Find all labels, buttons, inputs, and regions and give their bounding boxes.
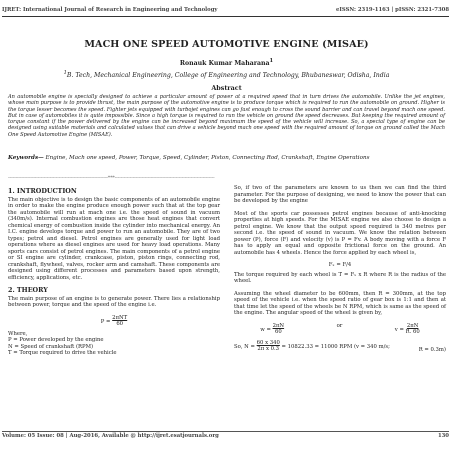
velocity-equation — [395, 323, 420, 336]
affiliation — [0, 70, 453, 79]
affiliation-sup: 1 — [63, 70, 67, 76]
where-label: Where, — [8, 330, 28, 337]
author-text: Ronauk Kumar Maharana — [179, 60, 270, 68]
omega-denominator: 60 — [274, 329, 282, 335]
header-rule — [2, 16, 449, 17]
paragraph-wheel: Assuming the wheel diameter to be 600mm, then R = 300mm, at the top speed of the vehicle i.e. when the speed ratio of gear box is 1:1 and then at that time let the speed of the wheels be N RPM, which is same as the speed of the engine. The angular speed of the wheel is given by, — [234, 290, 446, 316]
paragraph-parameters: So, if two of the parameters are known to us then we can find the third parameter. For the purpose of designing, we need to know the power that can be developed by the engine — [234, 185, 446, 204]
theory-paragraph: The main purpose of an engine is to generate power. There lies a relationship between power, torque and the speed of the engine i.e. — [8, 295, 220, 308]
omega-numerator: 2πN — [272, 322, 285, 329]
rpm-radius-note: R = 0.3m) — [418, 346, 446, 353]
power-eq-numerator: 2πNT — [112, 314, 128, 321]
velocity-numerator: 2πN — [406, 322, 419, 329]
abstract-text: An automobile engine is specially designed to achieve a particular amount of power at a required speed that in turn drives the automobile. Unlike the jet engines, whose main purpose is to provide thrust, the main purpose of the automotive engine is to produce torque which is required to run the automobile on ground. Higher is the torque lesser becomes the speed. Fighter jets equipped with turbojet engines can go fast enough to cross the sound barrier and can travel beyond mach one speed. But in case of automobiles it is quite impossible. Since a high torque is required to run the vehicle on ground the speed decreases. But keeping the required amount of torque constant if the power delivered by the engine can be increased beyond maximum the speed of the vehicle will increase. So, a special type of engine can be designed using suitable materials and calculated values that can drive a vehicle beyond mach one speed with the required amount of torque on ground called the Mach One Speed Automotive Engine (MISAE). — [8, 94, 445, 138]
definition-torque: T = Torque required to drive the vehicle — [8, 350, 117, 356]
footer-rule — [2, 431, 449, 432]
force-equation: Fₓ = F/4 — [328, 262, 352, 268]
author-sup: 1 — [269, 58, 274, 64]
paragraph-petrol-engine: Most of the sports car possesses petrol engines because of anti-knocking properties at high speeds. For the MISAE engine we also choose to design a petrol engine. We know that the output speed required is 340 metres per second i.e. the speed of sound in vacuum. We know the relation between power (P), force (F) and velocity (v) is P = Fv. A body moving with a force F has to apply an equal and opposite frictional force on the ground. An automobile has 4 wheels. Hence the force applied by each wheel is, — [234, 210, 446, 256]
right-column — [234, 185, 446, 353]
power-eq-lhs: P = — [100, 318, 113, 325]
keywords-text: Engine, Mach one speed, Power, Torque, Speed, Cylinder, Piston, Connecting Rod, Crankshaft, Engine Operations — [43, 155, 370, 161]
rpm-result — [234, 340, 446, 354]
rpm-denominator: 2π x 0.3 — [257, 346, 280, 352]
omega-equation — [260, 323, 284, 336]
definition-speed: N = Speed of crankshaft (RPM) — [8, 343, 94, 350]
paragraph-torque: The torque required by each wheel is T = Fₓ x R where R is the radius of the wheel. — [234, 271, 446, 284]
section-separator: -------------------------------------------------------------------***------------------------------------------------------------------- — [8, 175, 215, 181]
issn-info: eISSN: 2319-1163 | pISSN: 2321-7308 — [336, 7, 449, 13]
theory-heading: 2. THEORY — [8, 286, 48, 294]
footer-volume-info: Volume: 05 Issue: 08 | Aug-2016, Available @ http://ijret.esatjournals.org — [2, 433, 219, 439]
velocity-fraction — [406, 323, 420, 336]
angular-speed-equations — [234, 323, 446, 336]
left-column — [8, 185, 220, 357]
power-equation — [8, 315, 220, 328]
journal-name: IJRET: International Journal of Research in Engineering and Technology — [2, 7, 218, 13]
paper-title: MACH ONE SPEED AUTOMOTIVE ENGINE (MISAE) — [84, 39, 369, 50]
page-number: 130 — [437, 433, 449, 439]
velocity-denominator-60: 60 — [412, 329, 420, 335]
keywords — [8, 154, 445, 163]
definition-power: P = Power developed by the engine — [8, 337, 104, 343]
affiliation-text: B. Tech, Mechanical Engineering, College of Engineering and Technology, Bhubaneswar, Odisha, India — [66, 72, 390, 80]
velocity-denominator: R. 60 — [405, 329, 420, 335]
omega-lhs: w = — [260, 326, 273, 333]
rpm-lhs: So, N = — [234, 343, 257, 350]
author-name — [0, 58, 453, 67]
velocity-denominator-r: R — [405, 329, 410, 335]
rpm-value: = 10822.33 = 11000 RPM (v = 340 m/s; — [281, 343, 390, 350]
journal-header — [2, 7, 449, 13]
velocity-lhs: v = — [394, 326, 406, 333]
power-eq-denominator: 60 — [116, 321, 124, 327]
or-word: or — [336, 322, 343, 329]
intro-heading: 1. INTRODUCTION — [8, 187, 77, 195]
power-eq-fraction — [112, 315, 127, 328]
keywords-label: Keywords— — [8, 155, 44, 161]
abstract-heading: Abstract — [211, 84, 242, 92]
intro-paragraph: The main objective is to design the basic components of an automobile engine in order to make the engine produce enough power such that at the top gear the automobile will run at mach one i.e. the speed of sound in vacuum (340m/s). Internal combustion engines are those heat engines that convert chemical energy of combustion inside the cylinder into mechanical energy. An I.C. engine develops torque and power to run an automobile. They are of two types; petrol and diesel. Petrol engines are generally used for light load operations where as diesel engines are used for heavy load operations. Many sports cars consist of petrol engines. The main components of a petrol engine or SI engine are cylinder, crankcase, piston, piston rings, connecting rod, crankshaft, flywheel, valves, rocker arm and camshaft. These components are designed using different processes and parameters based upon strength, efficiency, applications, etc. — [8, 196, 220, 281]
rpm-numerator: 60 x 340 — [256, 339, 280, 346]
rpm-fraction — [257, 340, 280, 353]
omega-fraction — [273, 323, 285, 336]
